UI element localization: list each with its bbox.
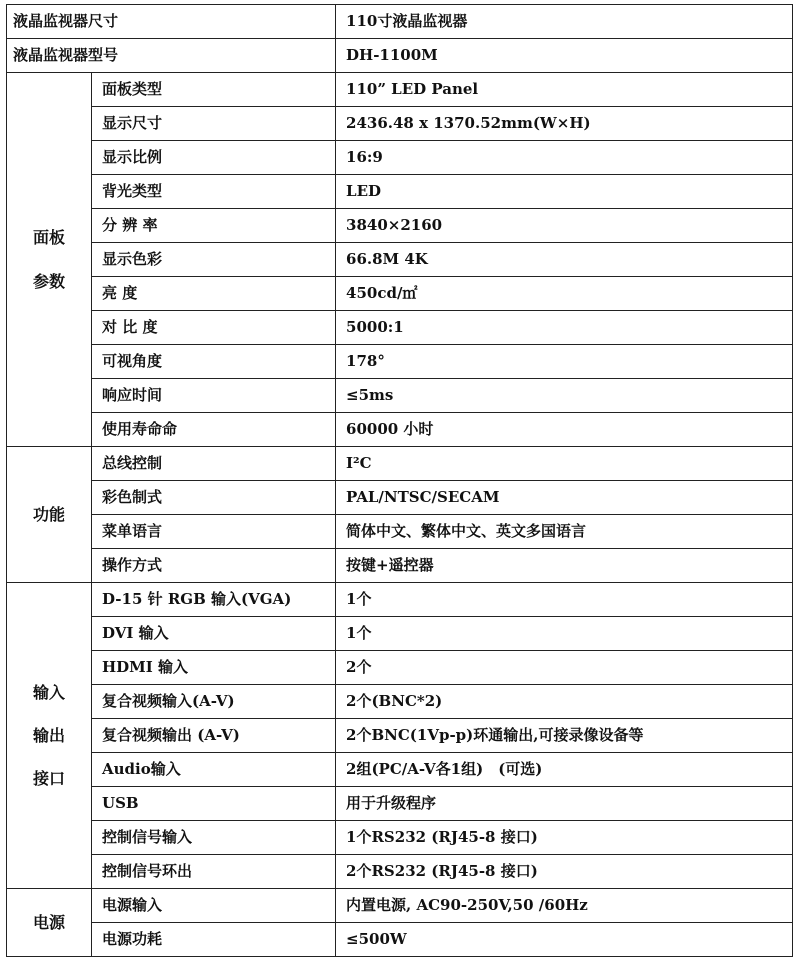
spec-label: 面板类型: [92, 73, 336, 107]
spec-label: 液晶监视器尺寸: [7, 5, 336, 39]
spec-label: 可视角度: [92, 345, 336, 379]
spec-label: 亮 度: [92, 277, 336, 311]
spec-label: 彩色制式: [92, 481, 336, 515]
spec-label: USB: [92, 787, 336, 821]
table-row: [7, 345, 793, 379]
spec-value: 66.8M 4K: [336, 243, 793, 277]
group-name-line: 接口: [32, 769, 65, 789]
spec-label: 电源输入: [92, 889, 336, 923]
spec-label: 电源功耗: [92, 923, 336, 957]
spec-label: 显示色彩: [92, 243, 336, 277]
spec-value: LED: [336, 175, 793, 209]
group-function: [7, 447, 92, 583]
spec-label: 菜单语言: [92, 515, 336, 549]
spec-label: D-15 针 RGB 输入(VGA): [92, 583, 336, 617]
spec-value: I²C: [336, 447, 793, 481]
spec-label: 总线控制: [92, 447, 336, 481]
table-row: [7, 753, 793, 787]
spec-value: 110寸液晶监视器: [336, 5, 793, 39]
group-name-line: 参数: [32, 271, 65, 291]
spec-label: 背光类型: [92, 175, 336, 209]
spec-label: 控制信号环出: [92, 855, 336, 889]
spec-value: DH-1100M: [336, 39, 793, 73]
table-row: [7, 39, 793, 73]
group-io-ports: [7, 583, 92, 889]
table-row: [7, 5, 793, 39]
spec-value: 110” LED Panel: [336, 73, 793, 107]
spec-label: 操作方式: [92, 549, 336, 583]
spec-value: 450cd/㎡: [336, 277, 793, 311]
table-row: [7, 277, 793, 311]
spec-value: 用于升级程序: [336, 787, 793, 821]
spec-value: 2个(BNC*2): [336, 685, 793, 719]
spec-value: 2个BNC(1Vp-p)环通输出,可接录像设备等: [336, 719, 793, 753]
spec-value: 2组(PC/A-V各1组) (可选): [336, 753, 793, 787]
table-row: [7, 107, 793, 141]
table-row: [7, 821, 793, 855]
group-name-line: 输入: [32, 682, 65, 702]
table-row: [7, 583, 793, 617]
table-row: [7, 889, 793, 923]
spec-value: 2个: [336, 651, 793, 685]
spec-label: 显示尺寸: [92, 107, 336, 141]
table-row: [7, 413, 793, 447]
table-row: [7, 209, 793, 243]
spec-value: 5000:1: [336, 311, 793, 345]
spec-value: 2436.48 x 1370.52mm(W×H): [336, 107, 793, 141]
table-row: [7, 651, 793, 685]
spec-value: 按键+遥控器: [336, 549, 793, 583]
spec-label: 响应时间: [92, 379, 336, 413]
spec-label: HDMI 输入: [92, 651, 336, 685]
spec-value: ≤5ms: [336, 379, 793, 413]
spec-value: 1个: [336, 583, 793, 617]
spec-label: Audio输入: [92, 753, 336, 787]
table-row: [7, 617, 793, 651]
spec-value: 简体中文、繁体中文、英文多国语言: [336, 515, 793, 549]
table-row: [7, 685, 793, 719]
table-row: [7, 923, 793, 957]
group-name-line: 面板: [32, 228, 65, 248]
spec-label: 复合视频输出 (A-V): [92, 719, 336, 753]
table-row: [7, 73, 793, 107]
table-row: [7, 787, 793, 821]
table-row: [7, 141, 793, 175]
spec-label: 复合视频输入(A-V): [92, 685, 336, 719]
spec-value: 60000 小时: [336, 413, 793, 447]
group-name-line: 电源: [32, 912, 65, 932]
group-panel-params: [7, 73, 92, 447]
table-row: [7, 379, 793, 413]
table-row: [7, 175, 793, 209]
spec-value: 3840×2160: [336, 209, 793, 243]
table-row: [7, 515, 793, 549]
table-row: [7, 481, 793, 515]
spec-value: 178°: [336, 345, 793, 379]
spec-value: 16:9: [336, 141, 793, 175]
table-row: [7, 719, 793, 753]
spec-table: [6, 4, 793, 957]
spec-value: ≤500W: [336, 923, 793, 957]
spec-value: 1个: [336, 617, 793, 651]
spec-label: 分 辨 率: [92, 209, 336, 243]
spec-value: 2个RS232 (RJ45-8 接口): [336, 855, 793, 889]
group-name-line: 输出: [32, 725, 65, 745]
spec-value: PAL/NTSC/SECAM: [336, 481, 793, 515]
spec-label: 对 比 度: [92, 311, 336, 345]
spec-label: 控制信号输入: [92, 821, 336, 855]
spec-label: 显示比例: [92, 141, 336, 175]
spec-label: 使用寿命命: [92, 413, 336, 447]
group-power: [7, 889, 92, 957]
spec-label: 液晶监视器型号: [7, 39, 336, 73]
table-row: [7, 549, 793, 583]
spec-sheet: [6, 4, 792, 948]
spec-value: 1个RS232 (RJ45-8 接口): [336, 821, 793, 855]
group-name-line: 功能: [32, 504, 65, 524]
spec-label: DVI 输入: [92, 617, 336, 651]
table-row: [7, 447, 793, 481]
spec-value: 内置电源, AC90-250V,50 /60Hz: [336, 889, 793, 923]
table-row: [7, 311, 793, 345]
table-row: [7, 243, 793, 277]
table-row: [7, 855, 793, 889]
